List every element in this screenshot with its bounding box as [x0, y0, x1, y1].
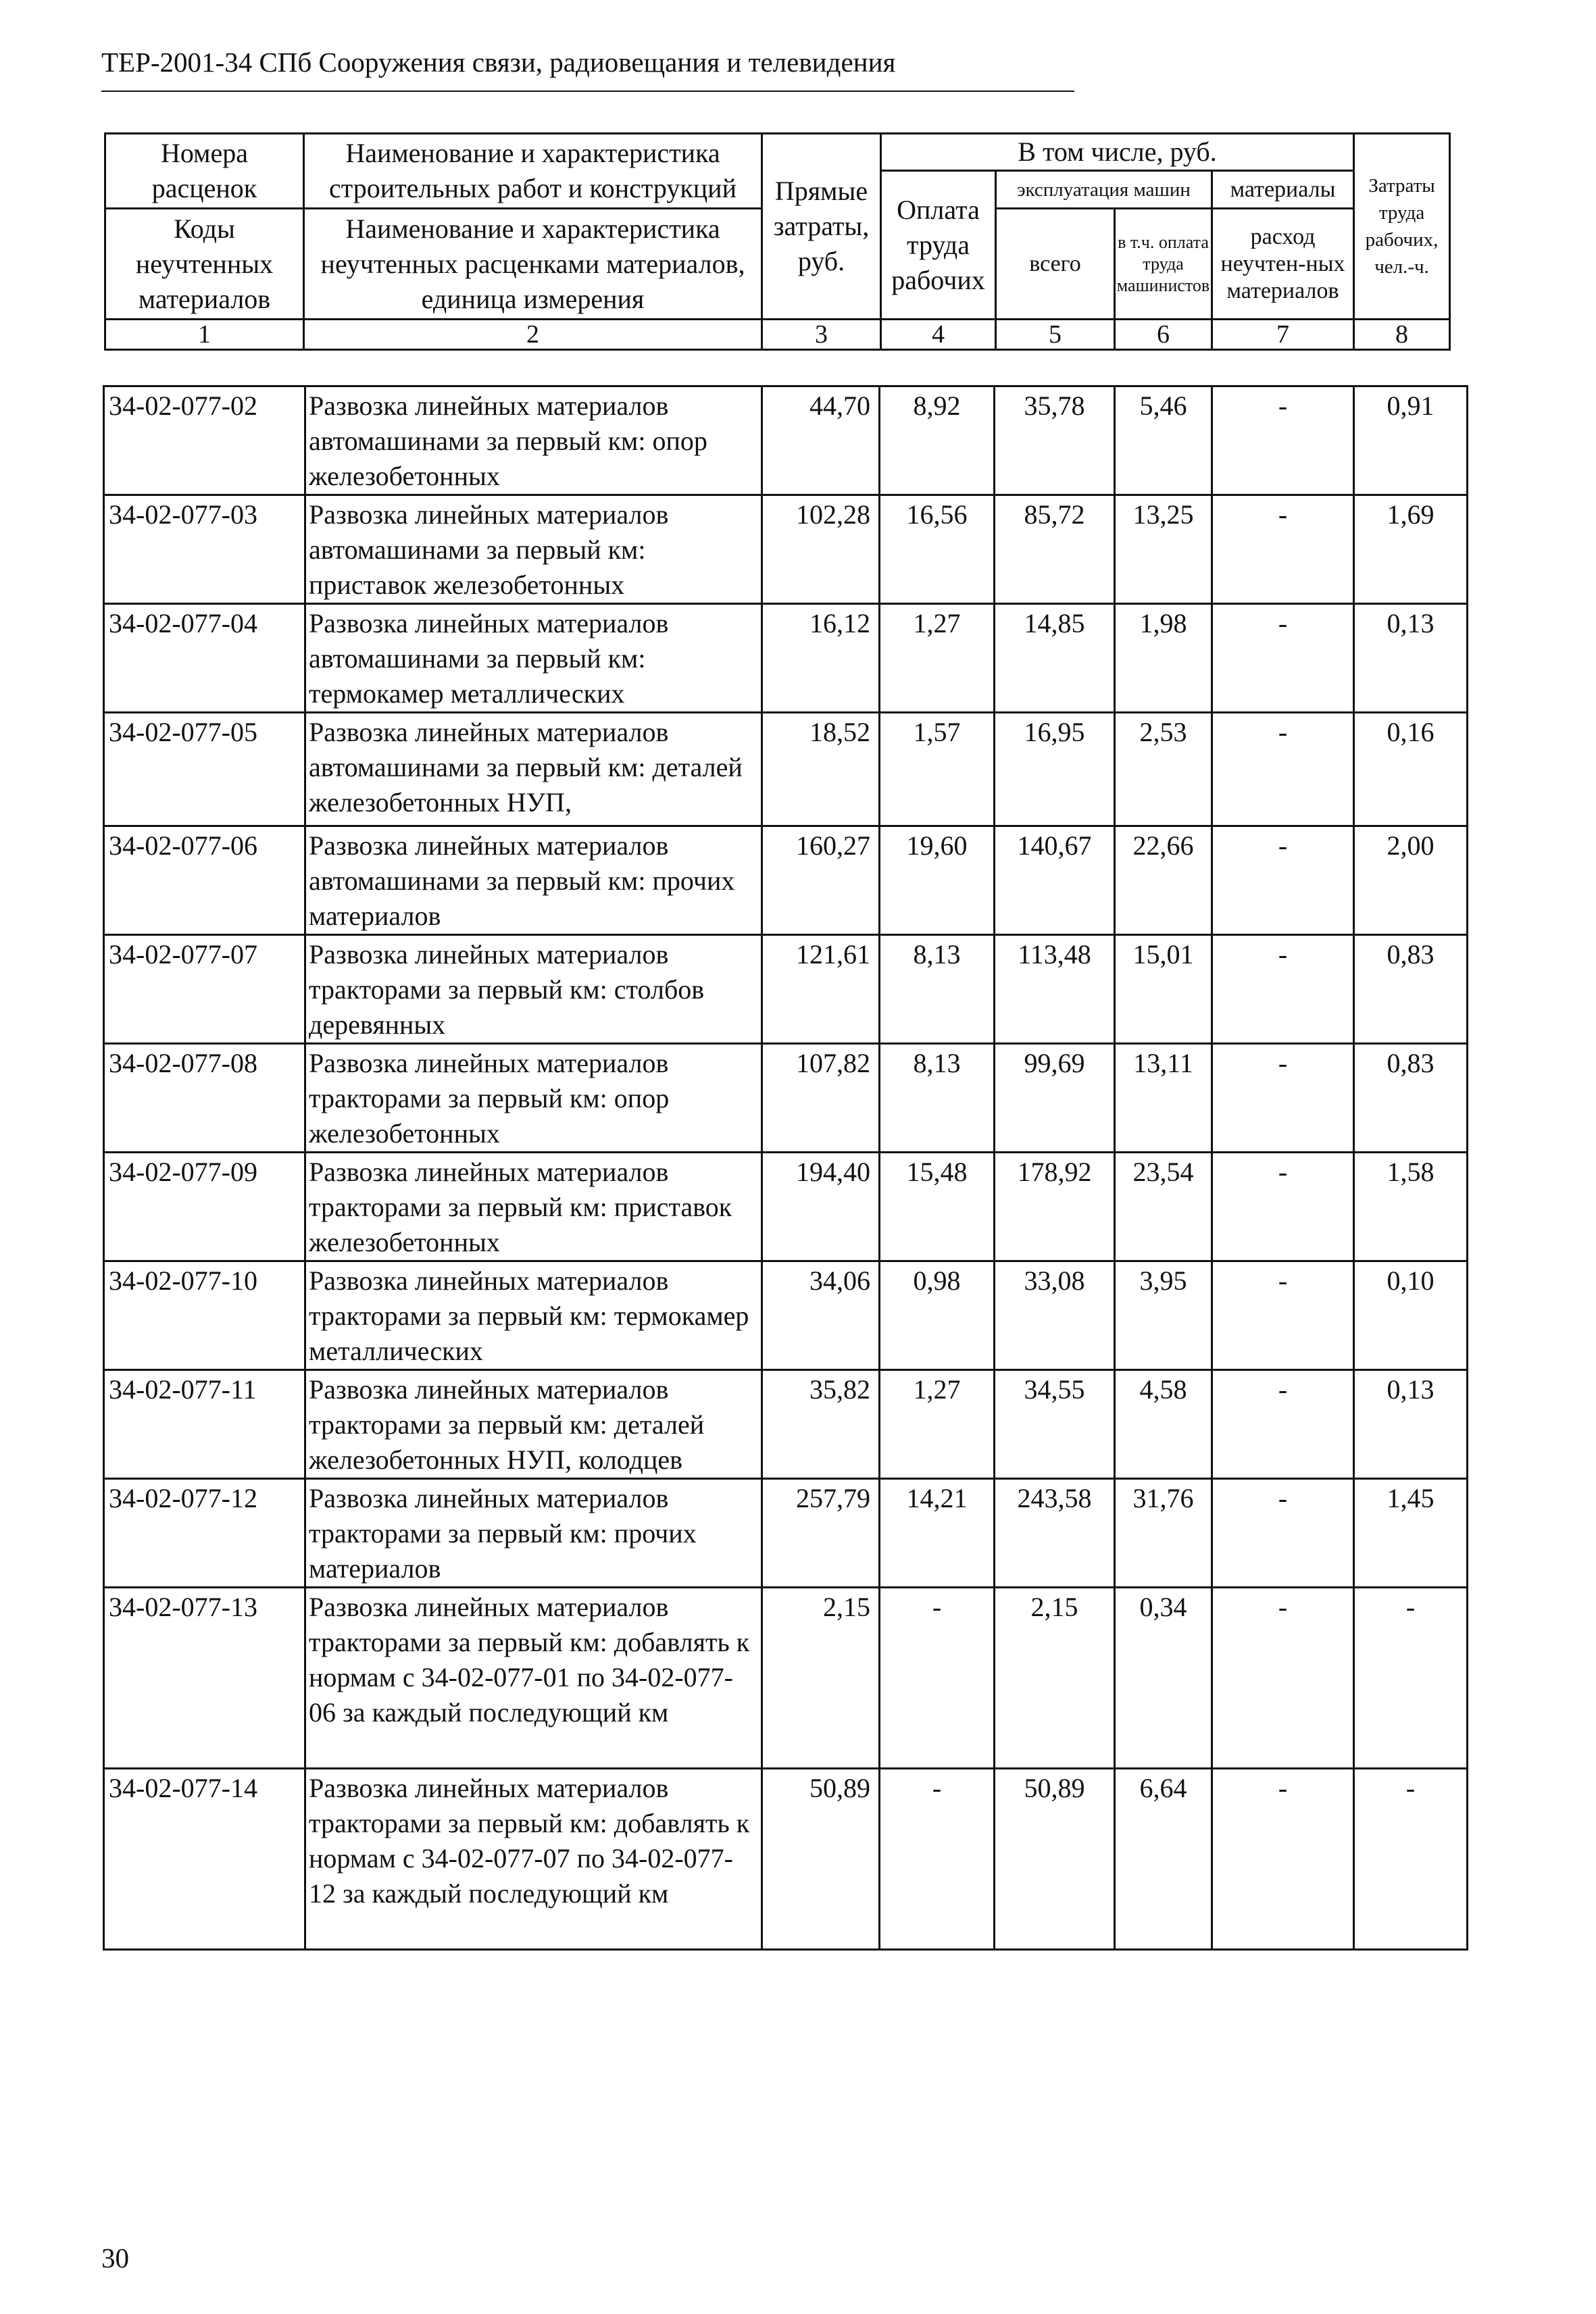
machinists-pay: 0,34: [1115, 1588, 1212, 1769]
header-unaccounted-materials: расход неучтен-ных материалов: [1212, 209, 1354, 320]
direct-costs: 44,70: [762, 386, 880, 495]
machines-total: 2,15: [995, 1588, 1115, 1769]
labor-hours: 0,83: [1354, 1044, 1468, 1153]
machines-total: 113,48: [995, 935, 1115, 1044]
labor-pay: 1,27: [880, 1370, 995, 1479]
materials-value: -: [1212, 386, 1354, 495]
labor-hours: 2,00: [1354, 826, 1468, 935]
machinists-pay: 13,25: [1115, 495, 1212, 604]
machinists-pay: 3,95: [1115, 1261, 1212, 1370]
materials-value: -: [1212, 1044, 1354, 1153]
document-title: ТЕР-2001-34 СПб Сооружения связи, радиовещания и телевидения: [101, 47, 896, 78]
direct-costs: 160,27: [762, 826, 880, 935]
machines-total: 33,08: [995, 1261, 1115, 1370]
labor-pay: 14,21: [880, 1479, 995, 1588]
labor-pay: 1,27: [880, 604, 995, 713]
labor-hours: 0,91: [1354, 386, 1468, 495]
header-materials-group: материалы: [1212, 171, 1354, 209]
header-work-name: Наименование и характеристика строительных работ и конструкций: [304, 134, 762, 209]
machines-total: 16,95: [995, 713, 1115, 826]
table-row: [104, 1370, 1468, 1479]
table-row: [104, 604, 1468, 713]
rate-code: 34-02-077-05: [104, 713, 305, 826]
rate-name: Развозка линейных материалов тракторами за первый км: добавлять к нормам с 34-02-077-07 по 34-02-077-12 за каждый последующий км: [305, 1769, 762, 1950]
direct-costs: 16,12: [762, 604, 880, 713]
materials-value: -: [1212, 935, 1354, 1044]
column-number: 4: [881, 320, 996, 350]
direct-costs: 35,82: [762, 1370, 880, 1479]
direct-costs: 194,40: [762, 1153, 880, 1261]
column-number: 6: [1115, 320, 1212, 350]
column-number: 3: [762, 320, 881, 350]
labor-pay: -: [880, 1769, 995, 1950]
direct-costs: 34,06: [762, 1261, 880, 1370]
direct-costs: 18,52: [762, 713, 880, 826]
table-row: [104, 1588, 1468, 1769]
materials-value: -: [1212, 1588, 1354, 1769]
labor-pay: 8,13: [880, 935, 995, 1044]
machinists-pay: 15,01: [1115, 935, 1212, 1044]
materials-value: -: [1212, 1153, 1354, 1261]
machinists-pay: 6,64: [1115, 1769, 1212, 1950]
table-row: [104, 386, 1468, 495]
machinists-pay: 22,66: [1115, 826, 1212, 935]
labor-pay: -: [880, 1588, 995, 1769]
rate-code: 34-02-077-06: [104, 826, 305, 935]
rate-name: Развозка линейных материалов автомашинами за первый км: приставок железобетонных: [305, 495, 762, 604]
machinists-pay: 31,76: [1115, 1479, 1212, 1588]
machinists-pay: 2,53: [1115, 713, 1212, 826]
rate-code: 34-02-077-13: [104, 1588, 305, 1769]
labor-hours: 1,69: [1354, 495, 1468, 604]
header-labor-pay: Оплата труда рабочих: [881, 171, 996, 320]
labor-hours: 0,13: [1354, 1370, 1468, 1479]
machinists-pay: 1,98: [1115, 604, 1212, 713]
rate-name: Развозка линейных материалов тракторами за первый км: деталей железобетонных НУП, колодцев: [305, 1370, 762, 1479]
labor-pay: 19,60: [880, 826, 995, 935]
machines-total: 35,78: [995, 386, 1115, 495]
materials-value: -: [1212, 713, 1354, 826]
rate-code: 34-02-077-12: [104, 1479, 305, 1588]
direct-costs: 50,89: [762, 1769, 880, 1950]
direct-costs: 102,28: [762, 495, 880, 604]
direct-costs: 121,61: [762, 935, 880, 1044]
table-row: [104, 1044, 1468, 1153]
rate-code: 34-02-077-07: [104, 935, 305, 1044]
rate-name: Развозка линейных материалов тракторами за первый км: приставок железобетонных: [305, 1153, 762, 1261]
header-including-group: В том числе, руб.: [881, 134, 1354, 171]
materials-value: -: [1212, 826, 1354, 935]
rate-name: Развозка линейных материалов тракторами за первый км: опор железобетонных: [305, 1044, 762, 1153]
machinists-pay: 4,58: [1115, 1370, 1212, 1479]
rate-code: 34-02-077-14: [104, 1769, 305, 1950]
machines-total: 99,69: [995, 1044, 1115, 1153]
direct-costs: 107,82: [762, 1044, 880, 1153]
machinists-pay: 5,46: [1115, 386, 1212, 495]
materials-value: -: [1212, 1370, 1354, 1479]
materials-value: -: [1212, 604, 1354, 713]
rate-code: 34-02-077-09: [104, 1153, 305, 1261]
column-number: 1: [105, 320, 304, 350]
labor-hours: 0,16: [1354, 713, 1468, 826]
labor-hours: 1,45: [1354, 1479, 1468, 1588]
rate-code: 34-02-077-04: [104, 604, 305, 713]
rate-name: Развозка линейных материалов автомашинами за первый км: опор железобетонных: [305, 386, 762, 495]
table-row: [104, 1769, 1468, 1950]
header-material-code: Коды неучтенных материалов: [105, 209, 304, 320]
machines-total: 178,92: [995, 1153, 1115, 1261]
rate-name: Развозка линейных материалов автомашинами за первый км: термокамер металлических: [305, 604, 762, 713]
rate-code: 34-02-077-11: [104, 1370, 305, 1479]
header-machines-group: эксплуатация машин: [996, 171, 1212, 209]
table-row: [104, 826, 1468, 935]
header-machines-total: всего: [996, 209, 1115, 320]
column-number: 7: [1212, 320, 1354, 350]
materials-value: -: [1212, 1261, 1354, 1370]
table-row: [104, 935, 1468, 1044]
labor-pay: 8,92: [880, 386, 995, 495]
direct-costs: 2,15: [762, 1588, 880, 1769]
labor-hours: -: [1354, 1769, 1468, 1950]
rate-name: Развозка линейных материалов автомашинами за первый км: прочих материалов: [305, 826, 762, 935]
rate-name: Развозка линейных материалов тракторами за первый км: столбов деревянных: [305, 935, 762, 1044]
machinists-pay: 13,11: [1115, 1044, 1212, 1153]
materials-value: -: [1212, 495, 1354, 604]
rate-name: Развозка линейных материалов автомашинами за первый км: деталей железобетонных НУП,: [305, 713, 762, 826]
labor-hours: 1,58: [1354, 1153, 1468, 1261]
column-number: 2: [304, 320, 762, 350]
machines-total: 14,85: [995, 604, 1115, 713]
table-header: [104, 132, 1451, 351]
table-row: [104, 495, 1468, 604]
machines-total: 34,55: [995, 1370, 1115, 1479]
table-row: [104, 1479, 1468, 1588]
column-number: 5: [996, 320, 1115, 350]
labor-hours: 0,10: [1354, 1261, 1468, 1370]
header-material-name: Наименование и характеристика неучтенных расценками материалов, единица измерения: [304, 209, 762, 320]
labor-hours: -: [1354, 1588, 1468, 1769]
labor-hours: 0,13: [1354, 604, 1468, 713]
machines-total: 85,72: [995, 495, 1115, 604]
header-direct-costs: Прямые затраты, руб.: [762, 134, 881, 320]
rate-name: Развозка линейных материалов тракторами за первый км: добавлять к нормам с 34-02-077-01 по 34-02-077-06 за каждый последующий км: [305, 1588, 762, 1769]
table-row: [104, 1261, 1468, 1370]
rate-code: 34-02-077-03: [104, 495, 305, 604]
labor-pay: 15,48: [880, 1153, 995, 1261]
labor-pay: 0,98: [880, 1261, 995, 1370]
header-labor-hours: Затраты труда рабочих, чел.-ч.: [1354, 134, 1450, 320]
machines-total: 243,58: [995, 1479, 1115, 1588]
rate-name: Развозка линейных материалов тракторами за первый км: термокамер металлических: [305, 1261, 762, 1370]
rate-code: 34-02-077-02: [104, 386, 305, 495]
labor-hours: 0,83: [1354, 935, 1468, 1044]
table-row: [104, 1153, 1468, 1261]
column-number: 8: [1354, 320, 1450, 350]
materials-value: -: [1212, 1479, 1354, 1588]
machines-total: 50,89: [995, 1769, 1115, 1950]
direct-costs: 257,79: [762, 1479, 880, 1588]
labor-pay: 1,57: [880, 713, 995, 826]
rates-table: [103, 385, 1468, 1951]
machinists-pay: 23,54: [1115, 1153, 1212, 1261]
materials-value: -: [1212, 1769, 1354, 1950]
title-rule: [101, 91, 1074, 92]
table-row: [104, 713, 1468, 826]
rate-code: 34-02-077-08: [104, 1044, 305, 1153]
rate-code: 34-02-077-10: [104, 1261, 305, 1370]
machines-total: 140,67: [995, 826, 1115, 935]
header-rate-number: Номера расценок: [105, 134, 304, 209]
header-machinists-pay: в т.ч. оплата труда машинистов: [1115, 209, 1212, 320]
labor-pay: 16,56: [880, 495, 995, 604]
rate-name: Развозка линейных материалов тракторами за первый км: прочих материалов: [305, 1479, 762, 1588]
page-number: 30: [101, 2242, 129, 2273]
labor-pay: 8,13: [880, 1044, 995, 1153]
